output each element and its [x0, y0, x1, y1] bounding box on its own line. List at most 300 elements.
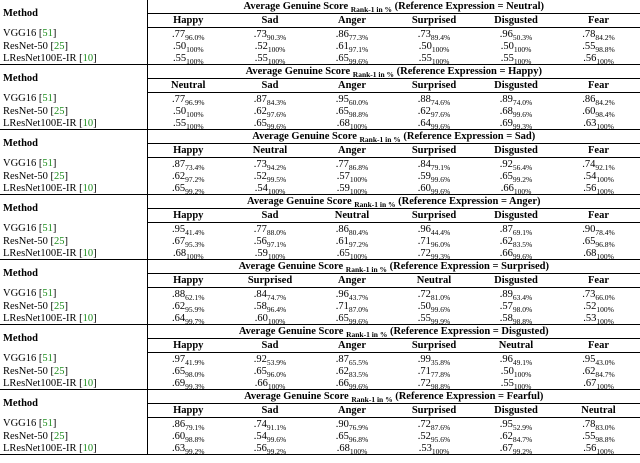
- genuine-score: .52: [417, 430, 431, 442]
- citation-number[interactable]: 10: [82, 52, 94, 64]
- genuine-score: .86: [582, 93, 596, 105]
- citation-link[interactable]: [25]: [47, 170, 69, 182]
- citation-link[interactable]: [25]: [47, 430, 69, 442]
- score-title: Average Genuine Score: [238, 326, 344, 337]
- genuine-score: .56: [583, 52, 597, 64]
- genuine-score: .64: [172, 312, 186, 324]
- genuine-score: .66: [499, 247, 513, 259]
- method-label: LResNet100E-IR: [3, 117, 77, 129]
- citation-link[interactable]: [51]: [36, 418, 57, 430]
- genuine-score: .57: [336, 170, 350, 182]
- citation-link[interactable]: [10]: [76, 117, 97, 129]
- rank1-accuracy: 98.8%: [430, 381, 451, 391]
- block-title-row: [0, 130, 640, 144]
- genuine-score: .65: [335, 312, 349, 324]
- method-label: VGG16: [3, 158, 37, 170]
- rank1-accuracy: 100%: [186, 251, 204, 261]
- genuine-score: .78: [582, 28, 596, 40]
- genuine-score: .89: [499, 288, 513, 300]
- rank1-accuracy: 95.3%: [185, 239, 205, 249]
- citation-number[interactable]: 51: [42, 223, 53, 235]
- column-header: Anger: [311, 79, 393, 93]
- table-row: [0, 300, 640, 312]
- score-title: Average Genuine Score: [243, 1, 349, 12]
- citation-number[interactable]: 25: [54, 365, 65, 377]
- genuine-score: .87: [253, 93, 267, 105]
- rank1-accuracy: 95.6%: [430, 434, 451, 444]
- column-header: Disgusted: [475, 274, 557, 288]
- score-title: Average Genuine Score: [238, 261, 344, 272]
- genuine-score: .84: [417, 158, 431, 170]
- column-header: Disgusted: [475, 404, 557, 418]
- genuine-score: .50: [417, 300, 431, 312]
- rank1-accuracy: 100%: [349, 121, 368, 131]
- genuine-score: .61: [335, 40, 349, 52]
- column-header: Happy: [147, 339, 229, 353]
- method-name: [0, 170, 147, 182]
- score-cell: [229, 418, 311, 431]
- column-header: Neutral: [147, 79, 229, 93]
- reference-expression: (Reference Expression = Neutral): [394, 1, 544, 12]
- column-header: Sad: [229, 404, 311, 418]
- genuine-score: .72: [417, 247, 431, 259]
- rank1-accuracy: 100%: [513, 369, 532, 379]
- rank1-accuracy: 83.5%: [512, 239, 533, 249]
- rank1-accuracy: 100%: [596, 186, 614, 196]
- method-label: LResNet100E-IR: [3, 247, 77, 259]
- rank1-accuracy: 99.2%: [185, 446, 205, 456]
- rank1-accuracy: 84.2%: [595, 97, 615, 107]
- citation-number[interactable]: 51: [42, 353, 53, 365]
- genuine-score: .56: [253, 442, 267, 454]
- reference-expression: (Reference Expression = Disgusted): [389, 326, 549, 337]
- rank1-accuracy: 100%: [596, 251, 614, 261]
- genuine-score: .87: [172, 158, 186, 170]
- method-name: [0, 418, 147, 431]
- genuine-score: .65: [172, 182, 186, 194]
- rank1-accuracy: 87.6%: [430, 422, 451, 432]
- citation-link[interactable]: [51]: [36, 158, 57, 170]
- method-label: VGG16: [3, 28, 37, 40]
- citation-link[interactable]: [25]: [47, 235, 69, 247]
- rank1-accuracy: 76.9%: [348, 422, 369, 432]
- genuine-score: .86: [335, 223, 349, 235]
- column-header: Sad: [229, 79, 311, 93]
- score-cell: [557, 93, 640, 106]
- block-title-row: [0, 0, 640, 14]
- method-name: [0, 430, 147, 442]
- rank1-accuracy: 100%: [186, 44, 204, 54]
- genuine-score: .66: [500, 182, 514, 194]
- citation-number[interactable]: 10: [82, 312, 94, 324]
- rank1-accuracy: 100%: [349, 446, 368, 456]
- rank1-accuracy: 79.1%: [430, 162, 451, 172]
- method-name: [0, 312, 147, 325]
- score-subscript: Rank-1 in %: [345, 265, 388, 274]
- genuine-score: .55: [172, 52, 187, 64]
- rank1-accuracy: 100%: [596, 174, 614, 184]
- rank1-accuracy: 100%: [267, 56, 286, 66]
- score-subscript: Rank-1 in %: [350, 5, 393, 14]
- rank1-accuracy: 100%: [186, 109, 204, 119]
- score-cell: [475, 288, 557, 301]
- method-label: LResNet100E-IR: [3, 312, 77, 324]
- score-cell: [557, 223, 640, 236]
- citation-number[interactable]: 10: [82, 377, 94, 389]
- genuine-score: .66: [335, 377, 349, 389]
- citation-link[interactable]: [25]: [47, 365, 69, 377]
- score-cell: [393, 28, 475, 41]
- rank1-accuracy: 81.0%: [430, 292, 451, 302]
- citation-number[interactable]: 51: [42, 288, 53, 300]
- method-name: [0, 235, 147, 247]
- rank1-accuracy: 35.8%: [430, 357, 451, 367]
- method-label: LResNet100E-IR: [3, 377, 77, 389]
- method-label: ResNet-50: [3, 300, 48, 312]
- genuine-score: .53: [418, 442, 432, 454]
- citation-number[interactable]: 10: [82, 182, 94, 194]
- column-header: Disgusted: [475, 144, 557, 158]
- block-title-row: [0, 260, 640, 274]
- column-header: Disgusted: [475, 209, 557, 223]
- citation-number[interactable]: 25: [54, 105, 65, 117]
- rank1-accuracy: 99.2%: [512, 174, 533, 184]
- genuine-score: .55: [172, 117, 187, 129]
- column-header: Surprised: [393, 79, 475, 93]
- method-label: LResNet100E-IR: [3, 442, 77, 454]
- score-cell: [311, 93, 393, 106]
- rank1-accuracy: 99.2%: [185, 186, 205, 196]
- table-row: [0, 353, 640, 366]
- citation-link[interactable]: [51]: [36, 353, 57, 365]
- rank1-accuracy: 99.6%: [348, 56, 369, 66]
- column-header: Surprised: [229, 274, 311, 288]
- citation-number[interactable]: 25: [54, 235, 65, 247]
- rank1-accuracy: 99.6%: [512, 251, 533, 261]
- genuine-score: .88: [172, 288, 186, 300]
- genuine-score: .95: [499, 418, 513, 430]
- table-row: [0, 52, 640, 65]
- genuine-score: .68: [583, 247, 597, 259]
- score-cell: [475, 353, 557, 366]
- rank1-accuracy: 99.7%: [185, 316, 205, 326]
- genuine-score: .72: [417, 418, 431, 430]
- citation-link[interactable]: [51]: [36, 223, 57, 235]
- rank1-accuracy: 99.2%: [266, 446, 287, 456]
- rank1-accuracy: 99.6%: [348, 316, 369, 326]
- method-header: Method: [0, 390, 147, 418]
- rank1-accuracy: 84.7%: [595, 369, 615, 379]
- rank1-accuracy: 44.4%: [430, 227, 451, 237]
- rank1-accuracy: 100%: [513, 381, 532, 391]
- citation-number[interactable]: 10: [82, 442, 94, 454]
- citation-number[interactable]: 25: [54, 170, 65, 182]
- genuine-score: .95: [172, 223, 186, 235]
- genuine-score: .67: [172, 235, 186, 247]
- rank1-accuracy: 100%: [431, 56, 450, 66]
- genuine-score: .50: [172, 105, 187, 117]
- rank1-accuracy: 77.8%: [430, 369, 451, 379]
- rank1-accuracy: 73.4%: [185, 162, 205, 172]
- rank1-accuracy: 99.6%: [430, 174, 451, 184]
- genuine-score: .55: [582, 40, 596, 52]
- genuine-score: .55: [500, 377, 514, 389]
- score-cell: [311, 158, 393, 171]
- score-cell: [311, 28, 393, 41]
- rank1-accuracy: 84.2%: [595, 32, 615, 42]
- genuine-score: .64: [417, 117, 431, 129]
- rank1-accuracy: 83.5%: [348, 369, 369, 379]
- column-header: Happy: [147, 144, 229, 158]
- citation-number[interactable]: 51: [42, 28, 53, 40]
- genuine-score: .52: [583, 300, 597, 312]
- genuine-score: .67: [583, 377, 597, 389]
- table-row: [0, 40, 640, 52]
- genuine-score: .92: [253, 353, 267, 365]
- genuine-score: .54: [583, 170, 597, 182]
- rank1-accuracy: 100%: [596, 121, 614, 131]
- score-cell: [393, 353, 475, 366]
- reference-expression: (Reference Expression = Surprised): [389, 261, 549, 272]
- rank1-accuracy: 95.9%: [185, 304, 205, 314]
- rank1-accuracy: 97.2%: [348, 239, 369, 249]
- score-cell: [229, 223, 311, 236]
- score-subscript: Rank-1 in %: [346, 330, 388, 339]
- score-cell: [311, 223, 393, 236]
- method-name: [0, 93, 147, 106]
- genuine-score: .90: [335, 418, 349, 430]
- method-label: ResNet-50: [3, 105, 48, 117]
- table-row: [0, 247, 640, 260]
- score-cell: [393, 158, 475, 171]
- method-name: [0, 28, 147, 41]
- citation-link[interactable]: [10]: [76, 312, 97, 324]
- citation-link[interactable]: [10]: [76, 442, 97, 454]
- genuine-score: .96: [417, 223, 431, 235]
- genuine-score: .65: [582, 235, 596, 247]
- genuine-score: .78: [582, 418, 596, 430]
- genuine-score: .55: [417, 312, 431, 324]
- genuine-score: .50: [418, 40, 432, 52]
- genuine-score: .65: [335, 430, 349, 442]
- block-title: [147, 390, 640, 404]
- rank1-accuracy: 99.9%: [430, 316, 451, 326]
- genuine-score: .59: [254, 247, 268, 259]
- genuine-score: .57: [499, 300, 513, 312]
- table-row: [0, 28, 640, 41]
- genuine-score: .55: [582, 430, 596, 442]
- genuine-score: .52: [253, 170, 267, 182]
- citation-number[interactable]: 51: [42, 158, 53, 170]
- method-name: [0, 182, 147, 195]
- column-header: Neutral: [229, 144, 311, 158]
- citation-number[interactable]: 25: [54, 40, 65, 52]
- rank1-accuracy: 78.4%: [595, 227, 615, 237]
- method-header: Method: [0, 260, 147, 288]
- genuine-score: .72: [417, 288, 431, 300]
- rank1-accuracy: 96.4%: [266, 304, 287, 314]
- citation-number[interactable]: 10: [82, 117, 94, 129]
- genuine-score: .87: [499, 223, 513, 235]
- method-name: [0, 442, 147, 455]
- method-name: [0, 300, 147, 312]
- rank1-accuracy: 88.0%: [266, 227, 287, 237]
- citation-link[interactable]: [25]: [47, 105, 69, 117]
- citation-number[interactable]: 10: [82, 247, 94, 259]
- rank1-accuracy: 98.0%: [185, 369, 205, 379]
- method-name: [0, 52, 147, 65]
- genuine-score: .95: [582, 353, 596, 365]
- rank1-accuracy: 100%: [267, 251, 286, 261]
- genuine-score: .60: [254, 312, 268, 324]
- rank1-accuracy: 84.3%: [266, 97, 287, 107]
- genuine-score: .68: [499, 105, 513, 117]
- score-cell: [147, 353, 229, 366]
- table-row: [0, 182, 640, 195]
- rank1-accuracy: 96.8%: [595, 239, 615, 249]
- method-label: ResNet-50: [3, 430, 48, 442]
- method-label: LResNet100E-IR: [3, 182, 77, 194]
- column-header: Anger: [311, 339, 393, 353]
- rank1-accuracy: 96.0%: [430, 239, 451, 249]
- rank1-accuracy: 96.0%: [185, 32, 205, 42]
- genuine-score: .50: [500, 40, 514, 52]
- genuine-score: .59: [417, 170, 431, 182]
- rank1-accuracy: 100%: [431, 446, 450, 456]
- genuine-score: .62: [417, 105, 431, 117]
- rank1-accuracy: 50.3%: [512, 32, 533, 42]
- genuine-score: .69: [499, 117, 513, 129]
- column-header: Happy: [147, 14, 229, 28]
- genuine-score: .65: [335, 105, 349, 117]
- column-header: Fear: [557, 274, 640, 288]
- genuine-score: .77: [172, 93, 186, 105]
- score-cell: [393, 93, 475, 106]
- rank1-accuracy: 49.1%: [512, 357, 533, 367]
- score-title: Average Genuine Score: [245, 66, 351, 77]
- method-label: VGG16: [3, 288, 37, 300]
- rank1-accuracy: 92.1%: [595, 162, 615, 172]
- score-subscript: Rank-1 in %: [352, 70, 395, 79]
- table-row: [0, 288, 640, 301]
- genuine-score: .62: [172, 300, 186, 312]
- citation-link[interactable]: [25]: [47, 40, 69, 52]
- citation-link[interactable]: [25]: [47, 300, 69, 312]
- genuine-score: .65: [336, 247, 350, 259]
- rank1-accuracy: 96.9%: [185, 97, 205, 107]
- table-row: [0, 365, 640, 377]
- method-header: Method: [0, 0, 147, 28]
- citation-link[interactable]: [10]: [76, 52, 97, 64]
- rank1-accuracy: 99.6%: [348, 381, 369, 391]
- citation-link[interactable]: [51]: [36, 93, 57, 105]
- block-title-row: [0, 325, 640, 339]
- method-name: [0, 223, 147, 236]
- table-row: [0, 418, 640, 431]
- citation-link[interactable]: [10]: [76, 247, 97, 259]
- rank1-accuracy: 99.6%: [512, 109, 533, 119]
- genuine-score: .89: [499, 93, 513, 105]
- genuine-score: .71: [335, 300, 349, 312]
- method-label: VGG16: [3, 353, 37, 365]
- citation-number[interactable]: 25: [54, 300, 65, 312]
- column-header: Happy: [147, 209, 229, 223]
- rank1-accuracy: 100%: [349, 174, 368, 184]
- genuine-score: .73: [582, 288, 596, 300]
- rank1-accuracy: 97.6%: [266, 109, 287, 119]
- genuine-score: .56: [583, 442, 597, 454]
- genuine-score: .63: [583, 117, 597, 129]
- rank1-accuracy: 100%: [596, 56, 614, 66]
- citation-link[interactable]: [51]: [36, 288, 57, 300]
- score-cell: [475, 158, 557, 171]
- genuine-score: .86: [335, 28, 349, 40]
- block-title: [147, 130, 640, 144]
- citation-number[interactable]: 51: [42, 418, 53, 430]
- genuine-score: .77: [172, 28, 186, 40]
- rank1-accuracy: 99.3%: [512, 121, 533, 131]
- reference-expression: (Reference Expression = Happy): [396, 66, 542, 77]
- method-name: [0, 365, 147, 377]
- score-cell: [147, 418, 229, 431]
- rank1-accuracy: 86.8%: [348, 162, 369, 172]
- rank1-accuracy: 99.5%: [266, 174, 287, 184]
- genuine-score: .96: [499, 28, 513, 40]
- method-header: Method: [0, 325, 147, 353]
- rank1-accuracy: 100%: [596, 446, 614, 456]
- score-cell: [475, 28, 557, 41]
- score-cell: [557, 353, 640, 366]
- score-cell: [557, 28, 640, 41]
- score-cell: [557, 288, 640, 301]
- citation-link[interactable]: [10]: [76, 377, 97, 389]
- genuine-score: .99: [417, 353, 431, 365]
- table-row: [0, 105, 640, 117]
- citation-link[interactable]: [51]: [36, 28, 57, 40]
- rank1-accuracy: 100%: [513, 44, 532, 54]
- genuine-score: .73: [253, 28, 267, 40]
- rank1-accuracy: 60.0%: [348, 97, 369, 107]
- block-title: [147, 325, 640, 339]
- genuine-score: .55: [254, 52, 268, 64]
- column-header: Anger: [311, 14, 393, 28]
- rank1-accuracy: 100%: [431, 44, 450, 54]
- method-name: [0, 40, 147, 52]
- method-name: [0, 353, 147, 366]
- rank1-accuracy: 99.6%: [430, 304, 451, 314]
- rank1-accuracy: 100%: [596, 316, 614, 326]
- column-header: Neutral: [557, 404, 640, 418]
- score-cell: [147, 223, 229, 236]
- score-cell: [229, 28, 311, 41]
- genuine-score: .62: [499, 430, 513, 442]
- citation-number[interactable]: 51: [42, 93, 53, 105]
- table-row: [0, 235, 640, 247]
- rank1-accuracy: 53.9%: [266, 357, 287, 367]
- rank1-accuracy: 100%: [349, 186, 368, 196]
- genuine-score: .96: [499, 353, 513, 365]
- genuine-score: .71: [417, 235, 431, 247]
- genuine-score: .60: [172, 430, 186, 442]
- table-row: [0, 170, 640, 182]
- rank1-accuracy: 41.4%: [185, 227, 205, 237]
- citation-number[interactable]: 25: [54, 430, 65, 442]
- rank1-accuracy: 97.1%: [266, 239, 287, 249]
- genuine-score: .54: [254, 182, 268, 194]
- rank1-accuracy: 98.8%: [348, 109, 369, 119]
- citation-link[interactable]: [10]: [76, 182, 97, 194]
- rank1-accuracy: 99.2%: [512, 446, 533, 456]
